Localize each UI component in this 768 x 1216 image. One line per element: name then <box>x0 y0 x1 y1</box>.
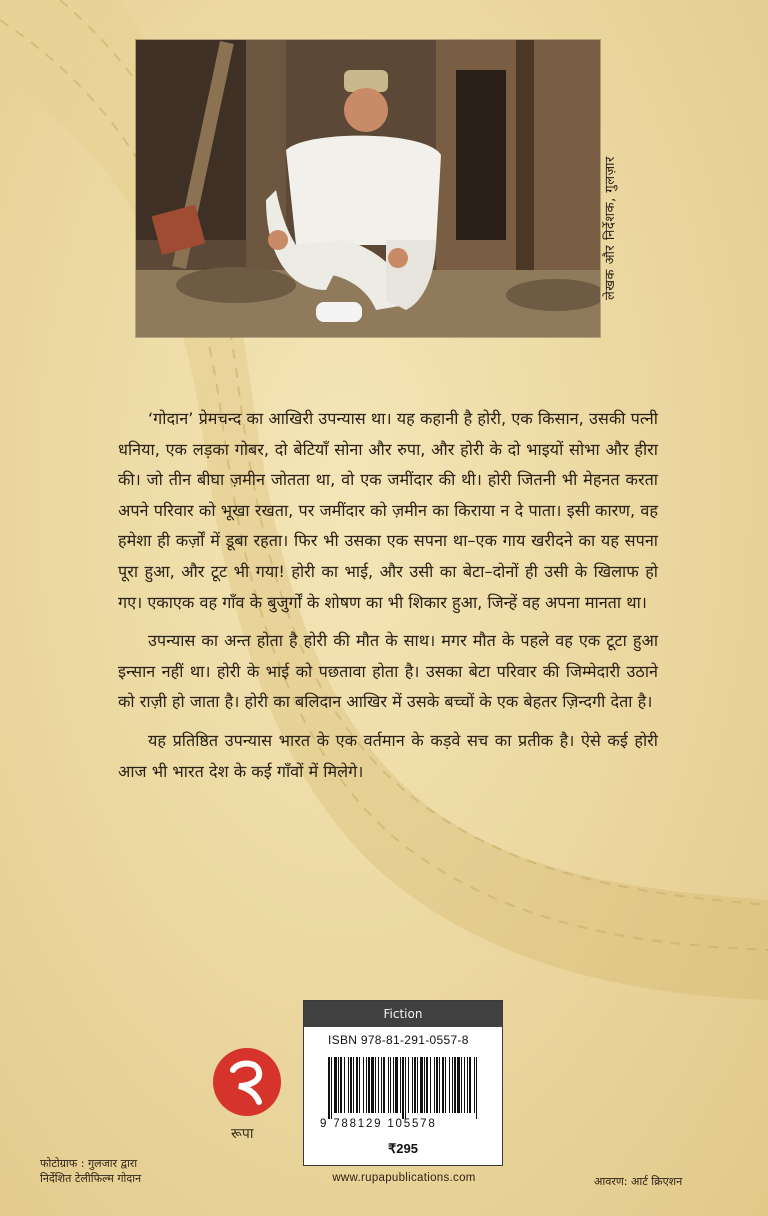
barcode-bar <box>420 1057 423 1113</box>
barcode-bar <box>390 1057 391 1113</box>
synopsis-paragraph-1: ‘गोदान’ प्रेमचन्द का आखिरी उपन्यास था। यह कहानी है होरी, एक किसान, उसकी पत्नी धनिया, एक लड़का गोबर, दो बेटियाँ सोना और रुपा, और होरी के दो भाइयों सोभा और हीरा की। जो तीन बीघा ज़मीन जोतता था, वो एक जमींदार की थी। होरी जितनी भी मेहनत करता अपने परिवार को भूखा रखता, पर जमींदार को ज़मीन का किराया न दे पाता। इसी कारण, वह हमेशा ही कर्ज़ों में डूबा रहता। फिर भी उसका एक सपना था–एक गाय खरीदने का यह सपना पूरा हुआ, और टूट भी गया! होरी का भाई, और उसी का बेटा–दोनों ही उसी के खिलाफ हो गए। एकाएक वह गाँव के बुजुर्गों के शोषण का भी शिकार हुआ, जिन्हें वह अपना मानता था। <box>118 409 658 612</box>
cover-design-credit: आवरण: आर्ट क्रिएशन <box>594 1175 683 1188</box>
barcode-bar <box>400 1057 401 1113</box>
barcode-bar <box>393 1057 394 1113</box>
barcode-bar <box>449 1057 450 1113</box>
author-photo <box>136 40 600 337</box>
barcode-bar <box>454 1057 456 1113</box>
barcode-bar <box>424 1057 425 1113</box>
price: ₹295 <box>388 1141 418 1156</box>
barcode-bar <box>353 1057 354 1113</box>
barcode-bar <box>461 1057 462 1113</box>
barcode-bar <box>469 1057 471 1113</box>
barcode-digits: 9 788129 105578 <box>320 1118 437 1130</box>
barcode-bar <box>368 1057 370 1113</box>
barcode-bar <box>344 1057 345 1113</box>
barcode-bar <box>340 1057 342 1113</box>
barcode-bar <box>426 1057 428 1113</box>
barcode-bar <box>328 1057 330 1119</box>
isbn-text: ISBN 978-81-291-0557-8 <box>328 1033 469 1047</box>
barcode-bar <box>457 1057 460 1113</box>
barcode-bar <box>395 1057 398 1113</box>
synopsis-paragraph-3: यह प्रतिष्ठित उपन्यास भारत के एक वर्तमान के कड़वे सच का प्रतीक है। ऐसे कई होरी आज भी भारत देश के कई गाँवों में मिलेगे। <box>118 730 658 781</box>
barcode-bar <box>414 1057 416 1113</box>
barcode <box>328 1057 480 1119</box>
barcode-bar <box>408 1057 409 1113</box>
barcode-bar <box>476 1057 477 1119</box>
barcode-bar <box>381 1057 382 1113</box>
barcode-bar <box>439 1057 440 1113</box>
synopsis <box>118 404 658 795</box>
barcode-bar <box>442 1057 444 1113</box>
barcode-bar <box>436 1057 438 1113</box>
photo-credit <box>40 1156 141 1186</box>
author-photo-illustration <box>136 40 600 337</box>
barcode-bar <box>405 1057 406 1119</box>
barcode-bar <box>350 1057 352 1113</box>
barcode-bar <box>412 1057 413 1113</box>
barcode-bar <box>445 1057 446 1113</box>
barcode-bar <box>348 1057 349 1113</box>
photo-caption: लेखक और निर्देशक, गुलज़ार <box>603 156 618 300</box>
barcode-bar <box>434 1057 435 1113</box>
category-label: Fiction <box>304 1001 502 1027</box>
barcode-bar <box>402 1057 404 1119</box>
barcode-bar <box>464 1057 465 1113</box>
barcode-bar <box>452 1057 453 1113</box>
barcode-bar <box>334 1057 337 1113</box>
synopsis-paragraph-2: उपन्यास का अन्त होता है होरी की मौत के साथ। मगर मौत के पहले वह एक टूटा हुआ इन्सान नहीं था। होरी के भाई को पछतावा होता है। उसका बेटा परिवार की जिम्मेदारी उठाने को राज़ी हो जाता है। होरी का बलिदान आखिर में उसके बच्चों के एक बेहतर ज़िन्दगी देता है। <box>118 631 658 712</box>
barcode-bar <box>338 1057 339 1113</box>
photo-credit-line-1: फोटोग्राफ : गुलजार द्वारा <box>40 1157 138 1170</box>
barcode-bar <box>417 1057 418 1113</box>
barcode-bar <box>474 1057 475 1113</box>
photo-credit-line-2: निर्देशित टेलीफिल्म गोदान <box>40 1172 142 1185</box>
barcode-bar <box>378 1057 379 1113</box>
barcode-bar <box>467 1057 468 1113</box>
barcode-bar <box>388 1057 389 1113</box>
barcode-box <box>303 1000 503 1166</box>
barcode-bar <box>356 1057 358 1113</box>
publisher-logo <box>213 1048 281 1116</box>
barcode-bar <box>375 1057 376 1113</box>
barcode-bar <box>371 1057 374 1113</box>
barcode-bar <box>331 1057 332 1119</box>
barcode-bar <box>366 1057 367 1113</box>
publisher-name: रूपा <box>231 1126 254 1142</box>
barcode-bar <box>359 1057 360 1113</box>
barcode-bar <box>363 1057 364 1113</box>
publisher-website: www.rupapublications.com <box>332 1172 476 1184</box>
barcode-bar <box>430 1057 431 1113</box>
barcode-bar <box>383 1057 385 1113</box>
